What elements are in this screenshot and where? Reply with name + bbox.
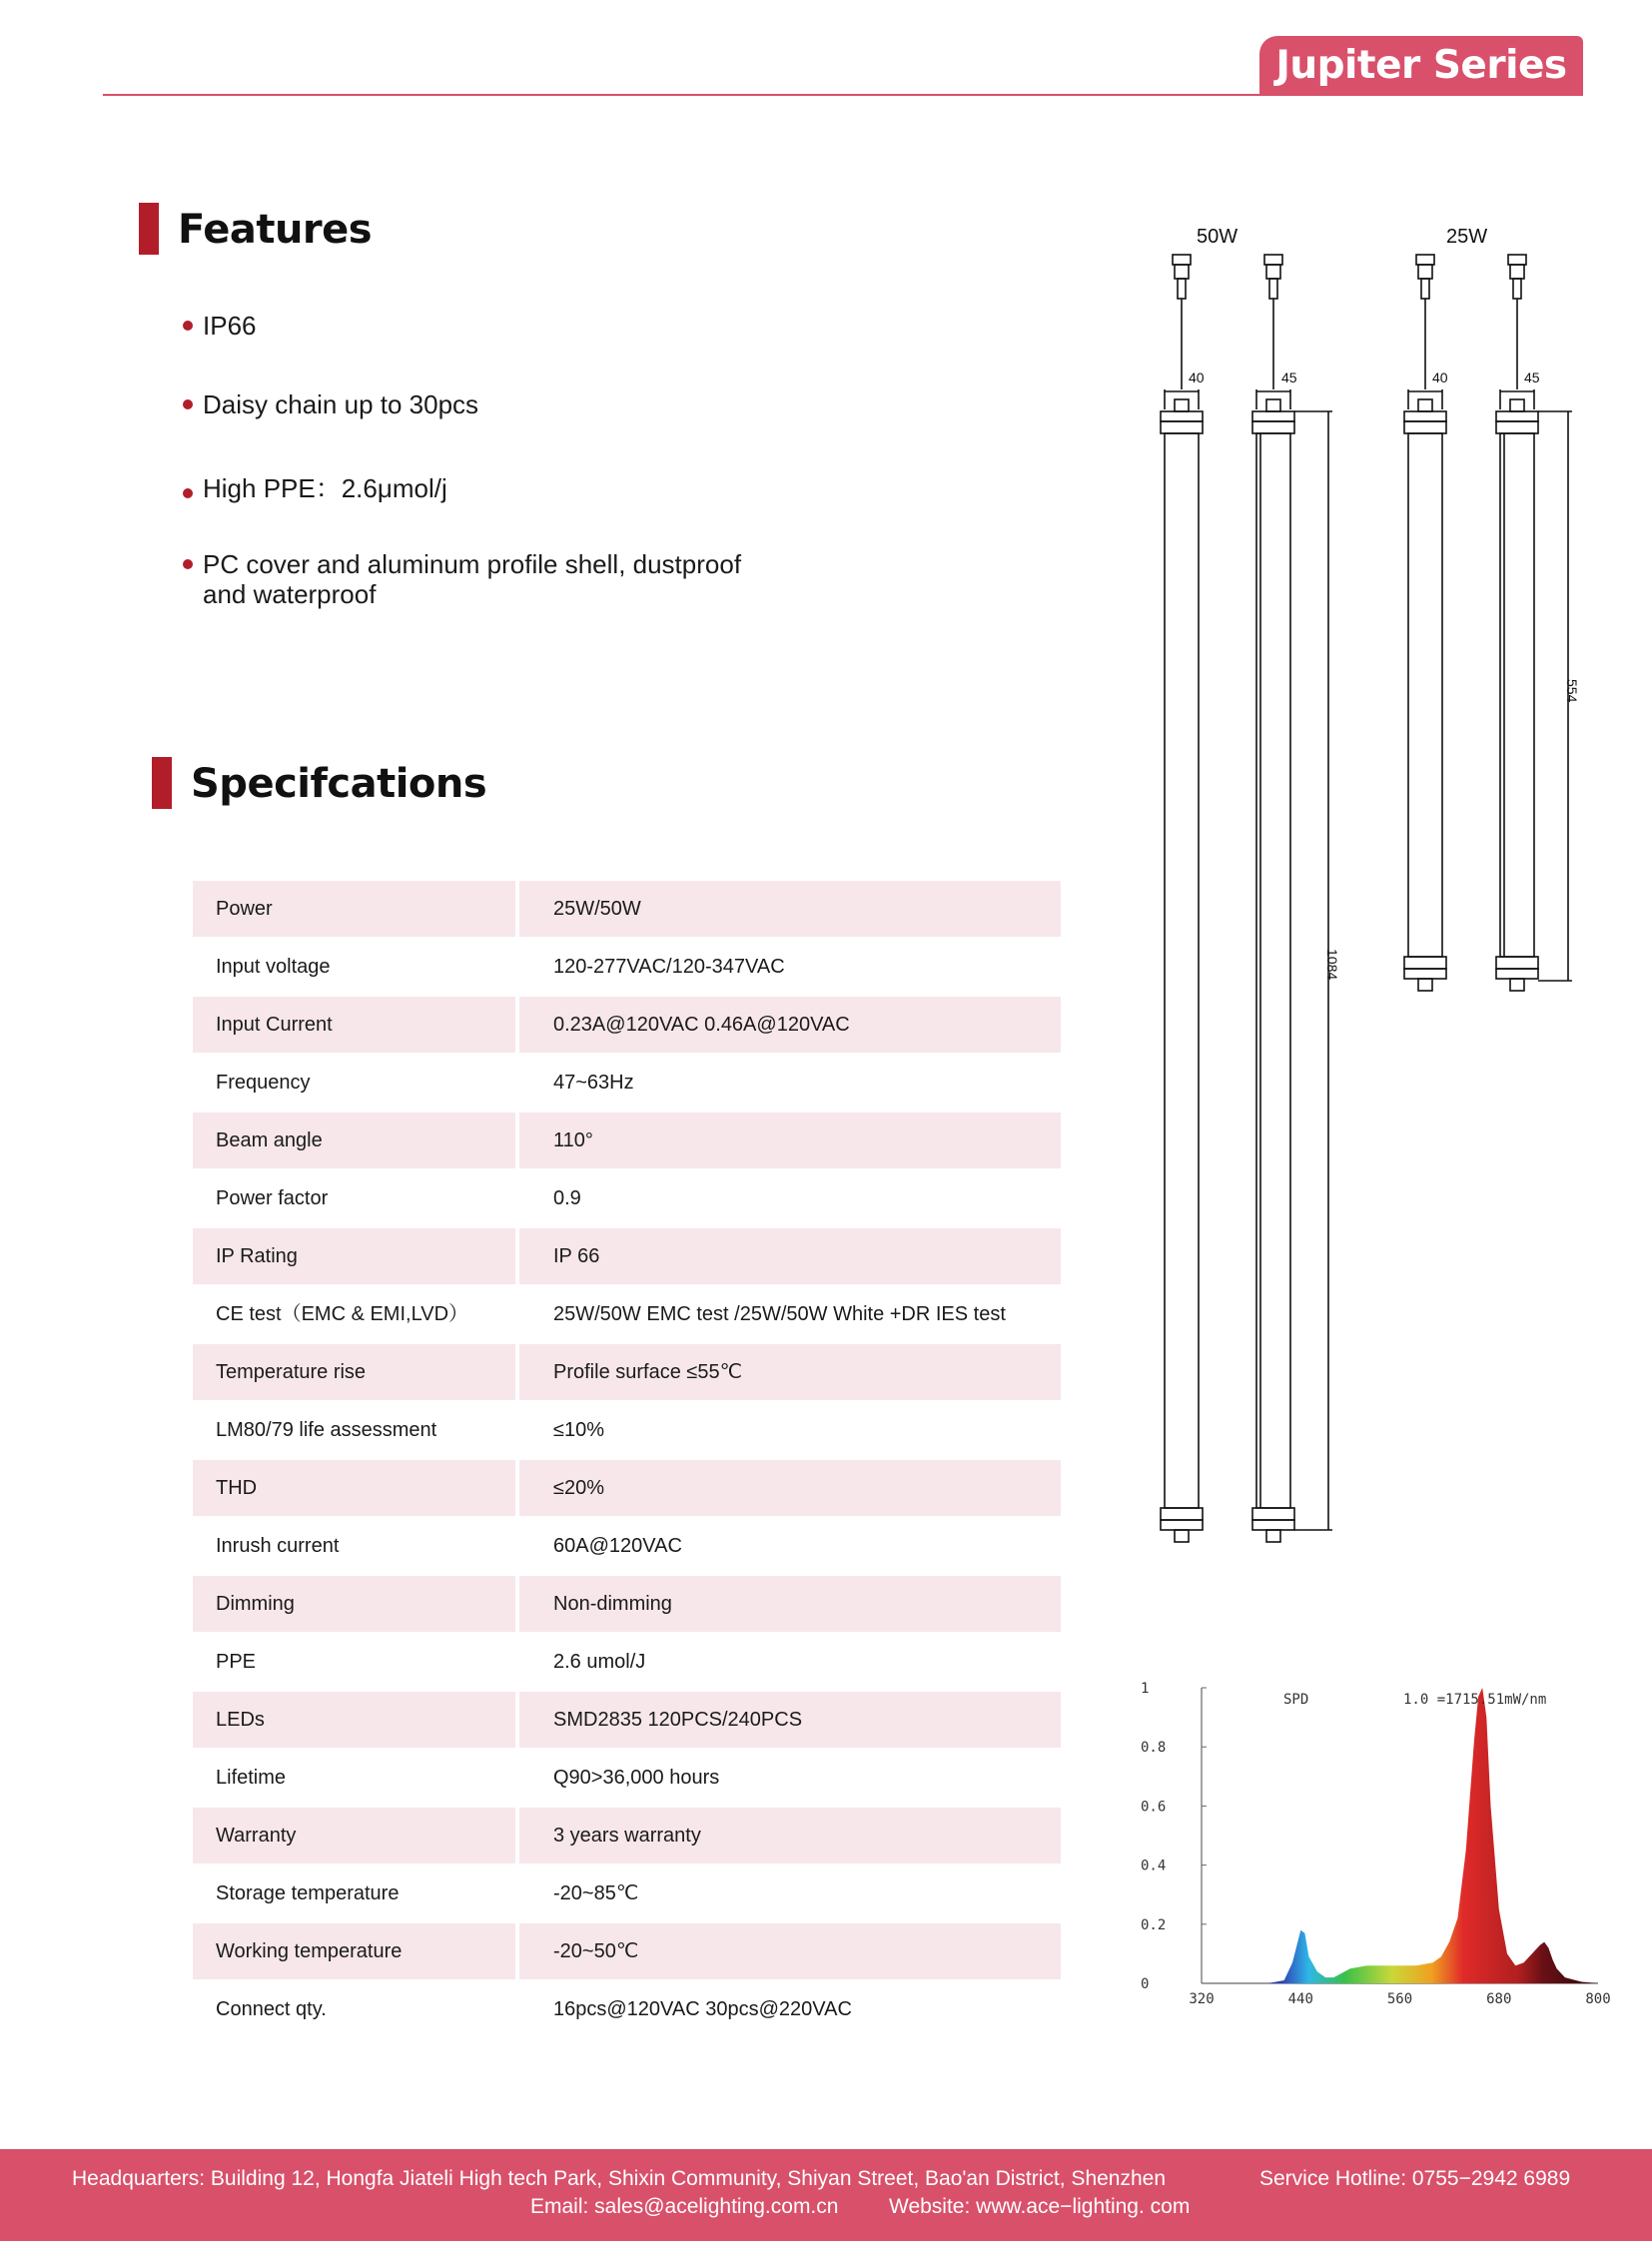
fixture-25w-side	[1496, 255, 1572, 991]
footer-email[interactable]: Email: sales@acelighting.com.cn	[530, 2195, 839, 2218]
spec-key: Connect qty.	[216, 1998, 327, 2020]
y-tick-label: 0.6	[1141, 1799, 1167, 1816]
table-row	[193, 1866, 1061, 1923]
footer	[0, 2149, 1652, 2241]
dim-length-50w: 1084	[1324, 949, 1340, 981]
spec-key: Storage temperature	[216, 1882, 400, 1904]
table-row	[193, 1576, 1061, 1634]
spec-key: Temperature rise	[193, 1344, 515, 1400]
spec-key: Inrush current	[216, 1535, 340, 1557]
spd-label: SPD	[1283, 1692, 1309, 1708]
feature-item: PC cover and aluminum profile shell, dustproof	[203, 549, 742, 579]
y-tick-label: 1	[1141, 1681, 1150, 1697]
footer-hotline: Service Hotline: 0755−2942 6989	[1259, 2167, 1571, 2190]
table-row	[193, 1923, 1061, 1981]
specs-title: Specifcations	[191, 761, 487, 807]
spec-value: Profile surface ≤55℃	[519, 1344, 1061, 1400]
spec-value: 25W/50W	[519, 881, 1061, 937]
x-tick-label: 560	[1386, 1991, 1413, 2007]
spec-value: -20~50℃	[519, 1923, 1061, 1979]
table-row	[193, 1981, 1061, 2039]
spec-value: 3 years warranty	[519, 1808, 1061, 1864]
table-row	[193, 1750, 1061, 1808]
dim-width: 45	[1281, 370, 1297, 385]
spec-key: PPE	[216, 1651, 257, 1673]
spec-value: 2.6 umol/J	[553, 1651, 646, 1673]
spec-value: 0.9	[553, 1187, 581, 1209]
spec-value: 16pcs@120VAC 30pcs@220VAC	[553, 1998, 852, 2020]
spec-key: Power factor	[216, 1187, 329, 1209]
table-row	[193, 1808, 1061, 1866]
dim-width: 45	[1524, 370, 1540, 385]
spec-value: Q90>36,000 hours	[553, 1767, 720, 1789]
dim-width: 40	[1432, 370, 1448, 385]
footer-website[interactable]: Website: www.ace−lighting. com	[889, 2195, 1191, 2218]
feature-item-cont: and waterproof	[203, 579, 377, 609]
features-title: Features	[178, 207, 373, 253]
spec-value: SMD2835 120PCS/240PCS	[519, 1692, 1061, 1748]
x-tick-label: 800	[1585, 1991, 1611, 2007]
spec-key: Warranty	[193, 1808, 515, 1864]
spec-key: IP Rating	[193, 1228, 515, 1284]
label-50w: 50W	[1197, 226, 1239, 248]
fixture-25w-front	[1404, 255, 1446, 991]
spec-key: THD	[193, 1460, 515, 1516]
spec-key: Beam angle	[193, 1113, 515, 1168]
series-tab: Jupiter Series	[1259, 36, 1583, 96]
feature-item: IP66	[203, 311, 257, 341]
spec-key: LM80/79 life assessment	[216, 1419, 437, 1441]
spec-key: Input voltage	[216, 956, 331, 978]
spec-value: -20~85℃	[553, 1882, 639, 1904]
spec-value: 60A@120VAC	[553, 1535, 682, 1557]
y-tick-label: 0.8	[1141, 1740, 1167, 1757]
spec-value: 0.23A@120VAC 0.46A@120VAC	[519, 997, 1061, 1053]
y-tick-label: 0	[1141, 1976, 1150, 1992]
spec-value: Non-dimming	[519, 1576, 1061, 1632]
footer-address: Headquarters: Building 12, Hongfa Jiateli High tech Park, Shixin Community, Shiyan Street, Bao'an District, Shenzhen	[72, 2167, 1167, 2190]
spec-value: 110°	[519, 1113, 1061, 1168]
x-tick-label: 440	[1287, 1991, 1313, 2007]
spec-key: Working temperature	[193, 1923, 515, 1979]
x-tick-label: 320	[1189, 1991, 1215, 2007]
fixture-50w-front	[1161, 255, 1203, 1542]
spec-key: Lifetime	[216, 1767, 287, 1789]
spd-peak-note: 1.0 =1715.51mW/nm	[1403, 1692, 1547, 1708]
feature-item: High PPE：2.6μmol/j	[203, 473, 447, 503]
spec-key: Frequency	[216, 1072, 311, 1094]
spec-value: ≤20%	[519, 1460, 1061, 1516]
label-25w: 25W	[1446, 226, 1488, 248]
x-tick-label: 680	[1486, 1991, 1512, 2007]
spec-value: ≤10%	[553, 1419, 605, 1441]
spec-value: 120-277VAC/120-347VAC	[553, 956, 785, 978]
table-row	[193, 1634, 1061, 1692]
feature-item: Daisy chain up to 30pcs	[203, 389, 479, 419]
table-row	[193, 1692, 1061, 1750]
fixture-50w-side	[1252, 255, 1332, 1542]
spec-key: LEDs	[193, 1692, 515, 1748]
spec-value: IP 66	[519, 1228, 1061, 1284]
spec-key: CE test（EMC & EMI,LVD）	[216, 1303, 469, 1325]
spec-key: Power	[193, 881, 515, 937]
spec-key: Input Current	[193, 997, 515, 1053]
y-tick-label: 0.4	[1141, 1858, 1167, 1874]
spd-curve	[1202, 1688, 1598, 1983]
spec-value: 25W/50W EMC test /25W/50W White +DR IES test	[553, 1303, 1006, 1325]
y-tick-label: 0.2	[1141, 1916, 1167, 1933]
spec-key: Dimming	[193, 1576, 515, 1632]
spd-chart	[1119, 1658, 1618, 2017]
dim-width: 40	[1189, 370, 1205, 385]
spec-value: 47~63Hz	[553, 1072, 634, 1094]
dim-length-25w: 554	[1564, 679, 1580, 703]
